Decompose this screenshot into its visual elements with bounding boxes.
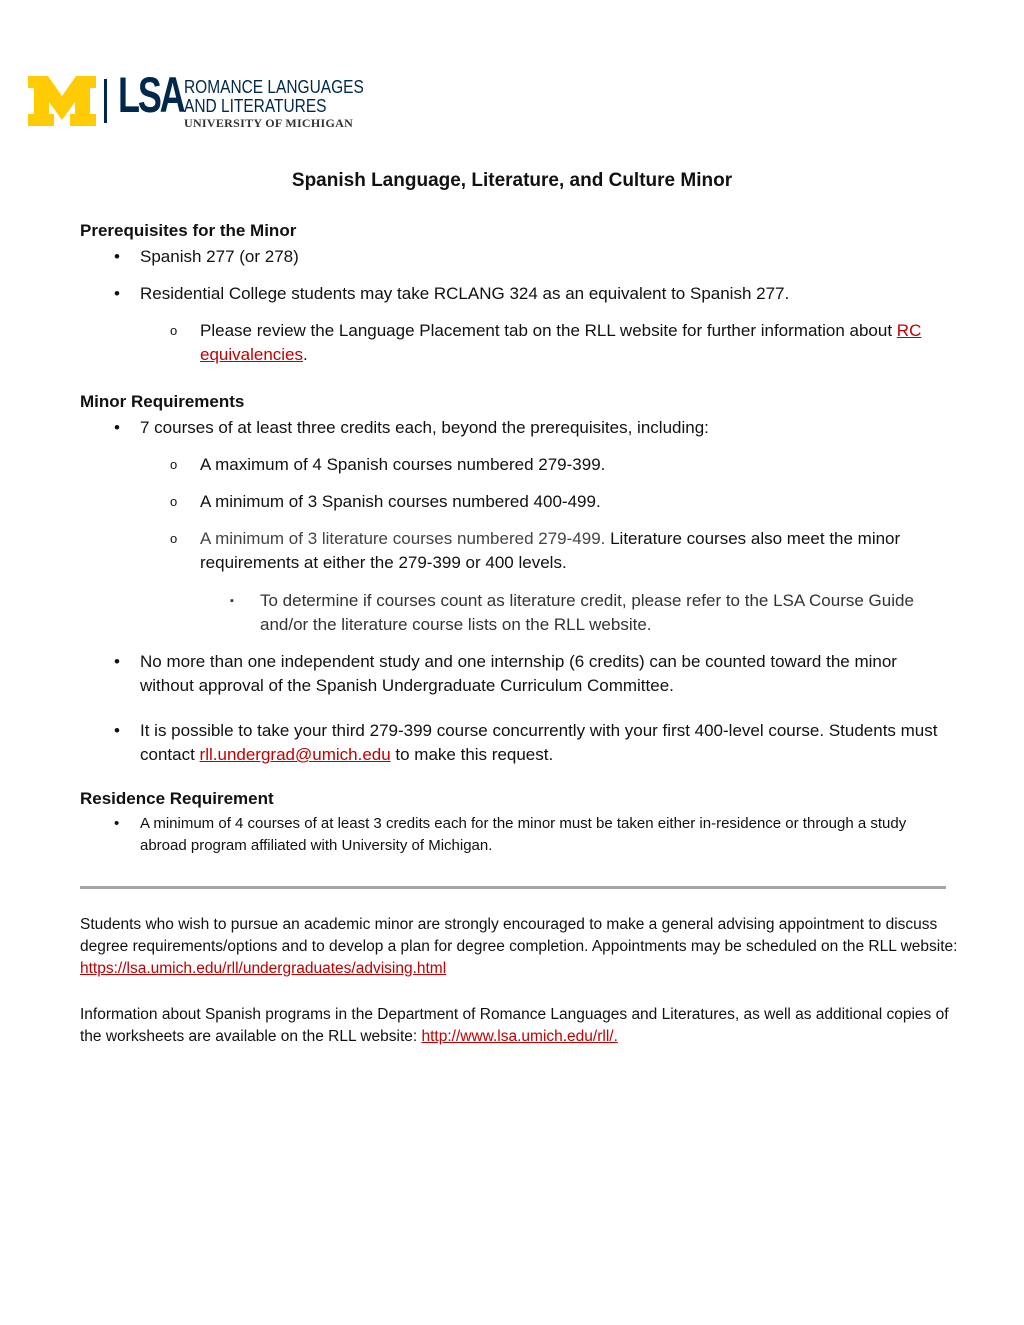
prereq-sub-text: Please review the Language Placement tab on the RLL website for further information about <box>200 321 897 340</box>
circle-marker: o <box>170 531 178 546</box>
advising-paragraph <box>80 914 960 980</box>
prerequisites-heading: Prerequisites for the Minor <box>80 221 297 240</box>
lsa-rll-logo <box>28 67 368 130</box>
logo-divider <box>104 79 107 123</box>
advising-text: Students who wish to pursue an academic minor are strongly encouraged to make a general advising appointment to discuss degree requirements/options and to develop a plan for degree completion. Appointments may be scheduled on the RLL website: <box>80 916 958 955</box>
req-item-1: 7 courses of at least three credits each, beyond the prerequisites, including: <box>140 418 709 437</box>
bullet-marker: • <box>114 284 120 303</box>
req-sub-3a: A minimum of 3 literature courses numbered 279-499. <box>200 529 606 548</box>
list-item <box>114 282 940 306</box>
list-item <box>114 650 940 698</box>
residence-item-1: A minimum of 4 courses of at least 3 credits each for the minor must be taken either in-residence or through a study abroad program affiliated with University of Michigan. <box>140 815 907 854</box>
prereq-sub-end: . <box>303 345 308 364</box>
req-sub-1: A maximum of 4 Spanish courses numbered 279-399. <box>200 455 606 474</box>
req-item-2: No more than one independent study and one internship (6 credits) can be counted toward the minor without approval of the Spanish Undergraduate Curriculum Committee. <box>140 652 897 695</box>
prereq-item-1: Spanish 277 (or 278) <box>140 247 299 266</box>
circle-marker: o <box>170 457 178 472</box>
divider <box>80 886 946 889</box>
info-text: Information about Spanish programs in the Department of Romance Languages and Literatures, as well as additional copies of the worksheets are available on the RLL website: <box>80 1006 949 1045</box>
req-subsub: To determine if courses count as literature credit, please refer to the LSA Course Guide and/or the literature course lists on the RLL website. <box>260 591 914 634</box>
residence-heading: Residence Requirement <box>80 789 274 808</box>
dept-line-1: ROMANCE LANGUAGES <box>184 77 364 97</box>
lsa-wordmark: LSA <box>118 67 184 123</box>
list-item <box>114 813 940 857</box>
list-item <box>230 589 940 637</box>
req-item-3-end: to make this request. <box>390 745 554 764</box>
bullet-marker: • <box>114 652 120 671</box>
circle-marker: o <box>170 323 178 338</box>
req-sub-2: A minimum of 3 Spanish courses numbered 400-499. <box>200 492 601 511</box>
page-title: Spanish Language, Literature, and Culture Minor <box>291 170 733 191</box>
advising-link[interactable]: https://lsa.umich.edu/rll/undergraduates/advising.html <box>80 960 447 977</box>
list-item <box>170 527 940 575</box>
list-item <box>114 719 940 767</box>
req-sub-3b: Literature courses also meet the minor requirements at either the 279-399 or 400 levels. <box>200 529 901 572</box>
circle-marker: o <box>170 494 178 509</box>
list-item <box>170 453 940 477</box>
list-item <box>170 490 940 514</box>
requirements-heading: Minor Requirements <box>80 392 245 411</box>
bullet-marker: • <box>114 721 120 740</box>
dept-line-2: AND LITERATURES <box>184 96 327 116</box>
info-paragraph <box>80 1004 960 1048</box>
square-marker: ▪ <box>230 595 234 607</box>
bullet-marker: • <box>114 418 120 437</box>
department-name <box>184 78 984 129</box>
bullet-marker: • <box>114 815 120 832</box>
list-item <box>114 245 940 269</box>
bullet-marker: • <box>114 247 120 266</box>
undergrad-email-link[interactable]: rll.undergrad@umich.edu <box>199 745 391 764</box>
dept-line-3: UNIVERSITY OF MICHIGAN <box>184 116 354 130</box>
rll-website-link[interactable]: http://www.lsa.umich.edu/rll/. <box>421 1028 618 1045</box>
list-item <box>170 319 940 367</box>
req-item-3: It is possible to take your third 279-399 course concurrently with your first 400-level course. Students must contact <box>140 721 938 764</box>
list-item <box>114 416 940 440</box>
block-m-icon <box>28 76 96 126</box>
rc-equivalencies-link[interactable]: RC equivalencies <box>200 321 922 364</box>
prereq-item-2: Residential College students may take RCLANG 324 as an equivalent to Spanish 277. <box>140 284 790 303</box>
